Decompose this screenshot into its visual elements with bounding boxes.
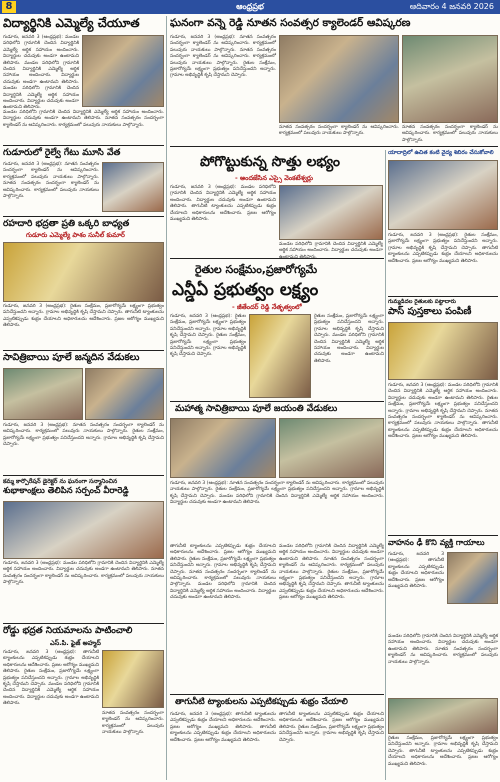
photo-wealth-handover xyxy=(279,185,383,240)
photo-savitri-event-2 xyxy=(85,368,164,420)
column-divider-left xyxy=(166,16,167,780)
photo-jayanti-1 xyxy=(170,418,276,478)
headline-right-sunday: వాహనం ఢీ కొని వ్యక్తి గాయాలు xyxy=(388,538,485,547)
headline-center-bottom: తాగునీటి ట్యాంకులను ఎప్పటికప్పుడు శుభ్రం చేయాలి xyxy=(175,697,348,707)
photo-jayanti-2 xyxy=(279,418,384,478)
photo-railway-gate xyxy=(102,162,164,212)
article-left-top-body: గుడూరు, జనవరి 3 (ఆంధ్రప్రభ): మండల పరిధిలోని గ్రామానికి చెందిన విద్యార్థినికి ఎమ్మెల్యే ఆర్థిక సహాయం అందించారు. విద్యార్థుల చదువుకు అండగా ఉంటామని తెలిపారు. మండల పరిధిలోని గ్రామానికి చెందిన విద్యార్థినికి ఎమ్మెల్యే ఆర్థిక సహాయం అందించారు. విద్యార్థుల చదువుకు అండగా ఉంటామని తెలిపారు. మండల పరిధిలోని గ్రామానికి చెందిన విద్యార్థినికి ఎమ్మెల్యే ఆర్థిక సహాయం అందించారు. విద్యార్థుల చదువుకు అండగా ఉంటామని తెలిపారు. xyxy=(3,35,79,111)
byline-main: - జీతేందర్ రెడ్డి నేతృత్వంలో xyxy=(232,303,302,311)
article-eye-camp-body: గుడూరు, జనవరి 3 (ఆంధ్రప్రభ): రైతుల సంక్షేమం, ప్రజారోగ్యమే లక్ష్యంగా ప్రభుత్వం పనిచేస్తుందని అన్నారు. గ్రామాల అభివృద్ధికి కృషి చేస్తామని చెప్పారు. తాగునీటి ట్యాంకులను ఎప్పటికప్పుడు శుభ్రం చేయాలని అధికారులను ఆదేశించారు. ప్రజల ఆరోగ్యం ముఖ్యమని తెలిపారు. xyxy=(388,233,498,264)
article-road-body: గుడూరు, జనవరి 3 (ఆంధ్రప్రభ): రైతుల సంక్షేమం, ప్రజారోగ్యమే లక్ష్యంగా ప్రభుత్వం పనిచేస్తుందని అన్నారు. గ్రామాల అభివృద్ధికి కృషి చేస్తామని చెప్పారు. తాగునీటి ట్యాంకులను ఎప్పటికప్పుడు శుభ్రం చేయాలని అధికారులను ఆదేశించారు. ప్రజల ఆరోగ్యం ముఖ్యమని తెలిపారు. xyxy=(3,304,164,329)
divider xyxy=(3,216,164,217)
article-water-body-1: గుడూరు, జనవరి 3 (ఆంధ్రప్రభ): తాగునీటి ట్యాంకులను ఎప్పటికప్పుడు శుభ్రం చేయాలని అధికారులను ఆదేశించారు. ప్రజల ఆరోగ్యం ముఖ్యమని తెలిపారు. తాగునీటి ట్యాంకులను ఎప్పటికప్పుడు శుభ్రం చేయాలని అధికారులను ఆదేశించారు. ప్రజల ఆరోగ్యం ముఖ్యమని తెలిపారు. xyxy=(170,712,276,743)
article-accident-body-2: మండల పరిధిలోని గ్రామానికి చెందిన విద్యార్థినికి ఎమ్మెల్యే ఆర్థిక సహాయం అందించారు. విద్యార్థుల చదువుకు అండగా ఉంటామని తెలిపారు. నూతన సంవత్సరం సందర్భంగా క్యాలెండర్ ను ఆవిష్కరించారు. కార్యక్రమంలో పలువురు నాయకులు పాల్గొన్నారు. xyxy=(388,634,498,665)
photo-calendar-launch-1 xyxy=(279,35,399,123)
byline-rules: ఎస్.పి. ఫైజ్ అహ్మద్ xyxy=(50,639,101,647)
photo-eye-camp xyxy=(388,160,498,230)
article-accident-body-1: గుడూరు, జనవరి 3 (ఆంధ్రప్రభ): తాగునీటి ట్యాంకులను ఎప్పటికప్పుడు శుభ్రం చేయాలని అధికారులను ఆదేశించారు. ప్రజల ఆరోగ్యం ముఖ్యమని తెలిపారు. xyxy=(388,552,444,590)
photo-calendar-launch-2 xyxy=(402,35,498,123)
article-bottom-right-body: రైతుల సంక్షేమం, ప్రజారోగ్యమే లక్ష్యంగా ప్రభుత్వం పనిచేస్తుందని అన్నారు. గ్రామాల అభివృద్ధికి కృషి చేస్తామని చెప్పారు. తాగునీటి ట్యాంకులను ఎప్పటికప్పుడు శుభ్రం చేయాలని అధికారులను ఆదేశించారు. ప్రజల ఆరోగ్యం ముఖ్యమని తెలిపారు. xyxy=(388,736,498,767)
headline-center-main-1: రైతుల సంక్షేమం,ప్రజారోగ్యమే xyxy=(195,263,318,276)
date-line: ఆదివారం 4 జనవరి 2026 xyxy=(409,2,494,11)
photo-student-aid xyxy=(82,35,164,107)
article-water-body-2: తాగునీటి ట్యాంకులను ఎప్పటికప్పుడు శుభ్రం చేయాలని అధికారులను ఆదేశించారు. ప్రజల ఆరోగ్యం ముఖ్యమని తెలిపారు. రైతుల సంక్షేమం, ప్రజారోగ్యమే లక్ష్యంగా ప్రభుత్వం పనిచేస్తుందని అన్నారు. గ్రామాల అభివృద్ధికి కృషి చేస్తామని చెప్పారు. xyxy=(279,712,384,743)
headline-center-top: ఘనంగా వన్నె రెడ్డి నూతన సంవత్సర క్యాలెండర్ ఆవిష్కరణ xyxy=(170,17,411,29)
headline-left-greetings: శుభాకాంక్షలు తెలిపిన సర్పంచ్ వీరారెడ్డి xyxy=(3,486,129,496)
headline-left-savitri: సావిత్రిబాయి పూలే జన్మదిన వేడుకలు xyxy=(3,352,140,363)
article-main-body-2: రైతుల సంక్షేమం, ప్రజారోగ్యమే లక్ష్యంగా ప్రభుత్వం పనిచేస్తుందని అన్నారు. గ్రామాల అభివృద్ధికి కృషి చేస్తామని చెప్పారు. మండల పరిధిలోని గ్రామానికి చెందిన విద్యార్థినికి ఎమ్మెల్యే ఆర్థిక సహాయం అందించారు. విద్యార్థుల చదువుకు అండగా ఉంటామని తెలిపారు. xyxy=(314,314,384,364)
headline-right-books-kicker: గుమ్మడిదల రైతులకు పట్టాదారు xyxy=(388,299,456,305)
headline-left-rules: రోడ్డు భద్రత నియమాలను పాటించాలి xyxy=(3,626,133,636)
article-center-lower-2: మండల పరిధిలోని గ్రామానికి చెందిన విద్యార్థినికి ఎమ్మెల్యే ఆర్థిక సహాయం అందించారు. విద్యార్థుల చదువుకు అండగా ఉంటామని తెలిపారు. నూతన సంవత్సరం సందర్భంగా క్యాలెండర్ ను ఆవిష్కరించారు. కార్యక్రమంలో పలువురు నాయకులు పాల్గొన్నారు. రైతుల సంక్షేమం, ప్రజారోగ్యమే లక్ష్యంగా ప్రభుత్వం పనిచేస్తుందని అన్నారు. గ్రామాల అభివృద్ధికి కృషి చేస్తామని చెప్పారు. తాగునీటి ట్యాంకులను ఎప్పటికప్పుడు శుభ్రం చేయాలని అధికారులను ఆదేశించారు. ప్రజల ఆరోగ్యం ముఖ్యమని తెలిపారు. xyxy=(279,544,384,601)
headline-right-books: పాస్ పుస్తకాలు పంపిణీ xyxy=(388,306,472,317)
headline-left-top: విద్యార్థినికి ఎమ్మెల్యే చేయూత xyxy=(3,16,140,30)
photo-accident xyxy=(447,552,498,604)
article-greetings-body: గుడూరు, జనవరి 3 (ఆంధ్రప్రభ): మండల పరిధిలోని గ్రామానికి చెందిన విద్యార్థినికి ఎమ్మెల్యే ఆర్థిక సహాయం అందించారు. విద్యార్థుల చదువుకు అండగా ఉంటామని తెలిపారు. నూతన సంవత్సరం సందర్భంగా క్యాలెండర్ ను ఆవిష్కరించారు. కార్యక్రమంలో పలువురు నాయకులు పాల్గొన్నారు. xyxy=(3,561,164,586)
photo-bottom-right xyxy=(388,698,498,734)
divider xyxy=(388,296,498,297)
headline-center-main-2: ఎన్డీఏ ప్రభుత్వం లక్ష్యం xyxy=(172,280,319,300)
photo-caption-calendar-2: నూతన సంవత్సరం సందర్భంగా క్యాలెండర్ ను ఆవిష్కరించారు. కార్యక్రమంలో పలువురు నాయకులు పాల్గొన్నారు. xyxy=(402,125,498,143)
article-main-body-1: గుడూరు, జనవరి 3 (ఆంధ్రప్రభ): రైతుల సంక్షేమం, ప్రజారోగ్యమే లక్ష్యంగా ప్రభుత్వం పనిచేస్తుందని అన్నారు. గ్రామాల అభివృద్ధికి కృషి చేస్తామని చెప్పారు. రైతుల సంక్షేమం, ప్రజారోగ్యమే లక్ష్యంగా ప్రభుత్వం పనిచేస్తుందని అన్నారు. గ్రామాల అభివృద్ధికి కృషి చేస్తామని చెప్పారు. xyxy=(170,314,246,358)
divider xyxy=(170,258,384,259)
article-passbooks-body: గుడూరు, జనవరి 3 (ఆంధ్రప్రభ): మండల పరిధిలోని గ్రామానికి చెందిన విద్యార్థినికి ఎమ్మెల్యే ఆర్థిక సహాయం అందించారు. విద్యార్థుల చదువుకు అండగా ఉంటామని తెలిపారు. రైతుల సంక్షేమం, ప్రజారోగ్యమే లక్ష్యంగా ప్రభుత్వం పనిచేస్తుందని అన్నారు. గ్రామాల అభివృద్ధికి కృషి చేస్తామని చెప్పారు. నూతన సంవత్సరం సందర్భంగా క్యాలెండర్ ను ఆవిష్కరించారు. కార్యక్రమంలో పలువురు నాయకులు పాల్గొన్నారు. తాగునీటి ట్యాంకులను ఎప్పటికప్పుడు శుభ్రం చేయాలని అధికారులను ఆదేశించారు. ప్రజల ఆరోగ్యం ముఖ్యమని తెలిపారు. xyxy=(388,383,499,440)
divider xyxy=(3,475,164,476)
article-jayanti-body: గుడూరు, జనవరి 3 (ఆంధ్రప్రభ): నూతన సంవత్సరం సందర్భంగా క్యాలెండర్ ను ఆవిష్కరించారు. కార్యక్రమంలో పలువురు నాయకులు పాల్గొన్నారు. రైతుల సంక్షేమం, ప్రజారోగ్యమే లక్ష్యంగా ప్రభుత్వం పనిచేస్తుందని అన్నారు. గ్రామాల అభివృద్ధికి కృషి చేస్తామని చెప్పారు. మండల పరిధిలోని గ్రామానికి చెందిన విద్యార్థినికి ఎమ్మెల్యే ఆర్థిక సహాయం అందించారు. విద్యార్థుల చదువుకు అండగా ఉంటామని తెలిపారు. xyxy=(170,481,385,506)
photo-savitri-event-1 xyxy=(3,368,83,420)
article-savitri-body: గుడూరు, జనవరి 3 (ఆంధ్రప్రభ): నూతన సంవత్సరం సందర్భంగా క్యాలెండర్ ను ఆవిష్కరించారు. కార్యక్రమంలో పలువురు నాయకులు పాల్గొన్నారు. రైతుల సంక్షేమం, ప్రజారోగ్యమే లక్ష్యంగా ప్రభుత్వం పనిచేస్తుందని అన్నారు. గ్రామాల అభివృద్ధికి కృషి చేస్తామని చెప్పారు. xyxy=(3,423,164,448)
photo-caption-wealth: మండల పరిధిలోని గ్రామానికి చెందిన విద్యార్థినికి ఎమ్మెల్యే ఆర్థిక సహాయం అందించారు. విద్యార్థుల చదువుకు అండగా xyxy=(279,242,383,254)
photo-caption-calendar: నూతన సంవత్సరం సందర్భంగా క్యాలెండర్ ను ఆవిష్కరించారు. కార్యక్రమంలో పలువురు నాయకులు పాల్గొన్నారు. xyxy=(279,125,399,137)
caption-right-top: యాదాద్రిలో ఉచిత కంటి వైద్య శిబిరం చేసుకోవాలి xyxy=(388,150,494,156)
photo-road-safety xyxy=(3,242,164,302)
article-center-lower-1: తాగునీటి ట్యాంకులను ఎప్పటికప్పుడు శుభ్రం చేయాలని అధికారులను ఆదేశించారు. ప్రజల ఆరోగ్యం ముఖ్యమని తెలిపారు. రైతుల సంక్షేమం, ప్రజారోగ్యమే లక్ష్యంగా ప్రభుత్వం పనిచేస్తుందని అన్నారు. గ్రామాల అభివృద్ధికి కృషి చేస్తామని చెప్పారు. నూతన సంవత్సరం సందర్భంగా క్యాలెండర్ ను ఆవిష్కరించారు. కార్యక్రమంలో పలువురు నాయకులు పాల్గొన్నారు. మండల పరిధిలోని గ్రామానికి చెందిన విద్యార్థినికి ఎమ్మెల్యే ఆర్థిక సహాయం అందించారు. విద్యార్థుల చదువుకు అండగా ఉంటామని తెలిపారు. xyxy=(170,544,276,601)
masthead-bar xyxy=(0,0,500,14)
headline-left-railway: గుడూరులో రైల్వే గేటు మూసి వేత xyxy=(3,148,121,158)
article-wealth-body: గుడూరు, జనవరి 3 (ఆంధ్రప్రభ): మండల పరిధిలోని గ్రామానికి చెందిన విద్యార్థినికి ఎమ్మెల్యే ఆర్థిక సహాయం అందించారు. విద్యార్థుల చదువుకు అండగా ఉంటామని తెలిపారు. తాగునీటి ట్యాంకులను ఎప్పటికప్పుడు శుభ్రం చేయాలని అధికారులను ఆదేశించారు. ప్రజల ఆరోగ్యం ముఖ్యమని తెలిపారు. xyxy=(170,185,276,223)
byline-wealth: - అందజేసిన ఎస్సై వెంకటేశ్వర్లు xyxy=(235,174,314,182)
column-divider-right xyxy=(385,150,386,780)
divider xyxy=(3,623,164,624)
page-number: 8 xyxy=(2,1,16,13)
divider xyxy=(3,145,164,146)
headline-center-jayanti: మహాత్మ సావిత్రిబాయి పూలే జయంతి వేడుకలు xyxy=(175,404,338,414)
byline-road: గుడూరు ఎమ్మెల్యే పాశం సునీల్ కుమార్ xyxy=(26,231,125,239)
article-calendar-body: గుడూరు, జనవరి 3 (ఆంధ్రప్రభ): నూతన సంవత్సరం సందర్భంగా క్యాలెండర్ ను ఆవిష్కరించారు. కార్యక్రమంలో పలువురు నాయకులు పాల్గొన్నారు. నూతన సంవత్సరం సందర్భంగా క్యాలెండర్ ను ఆవిష్కరించారు. కార్యక్రమంలో పలువురు నాయకులు పాల్గొన్నారు. రైతుల సంక్షేమం, ప్రజారోగ్యమే లక్ష్యంగా ప్రభుత్వం పనిచేస్తుందని అన్నారు. గ్రామాల అభివృద్ధికి కృషి చేస్తామని చెప్పారు. xyxy=(170,35,276,79)
divider xyxy=(388,535,498,536)
headline-left-greetings-kicker: కమ్మ కార్పొరేషన్ డైరెక్టర్ ను ఘనంగా సన్మానించిన xyxy=(3,478,118,485)
article-rules-body: గుడూరు, జనవరి 3 (ఆంధ్రప్రభ): తాగునీటి ట్యాంకులను ఎప్పటికప్పుడు శుభ్రం చేయాలని అధికారులను ఆదేశించారు. ప్రజల ఆరోగ్యం ముఖ్యమని తెలిపారు. రైతుల సంక్షేమం, ప్రజారోగ్యమే లక్ష్యంగా ప్రభుత్వం పనిచేస్తుందని అన్నారు. గ్రామాల అభివృద్ధికి కృషి చేస్తామని చెప్పారు. మండల పరిధిలోని గ్రామానికి చెందిన విద్యార్థినికి ఎమ్మెల్యే ఆర్థిక సహాయం అందించారు. విద్యార్థుల చదువుకు అండగా ఉంటామని తెలిపారు. xyxy=(3,650,100,707)
photo-main-speaker xyxy=(249,314,311,398)
divider xyxy=(170,694,384,695)
divider xyxy=(170,401,384,402)
photo-passbooks xyxy=(388,322,498,380)
article-railway-body: గుడూరు, జనవరి 3 (ఆంధ్రప్రభ): నూతన సంవత్సరం సందర్భంగా క్యాలెండర్ ను ఆవిష్కరించారు. కార్యక్రమంలో పలువురు నాయకులు పాల్గొన్నారు. నూతన సంవత్సరం సందర్భంగా క్యాలెండర్ ను ఆవిష్కరించారు. కార్యక్రమంలో పలువురు నాయకులు పాల్గొన్నారు. xyxy=(3,162,99,200)
paper-name: ఆంధ్రప్రభ xyxy=(236,2,264,11)
article-left-top-body-2: మండల పరిధిలోని గ్రామానికి చెందిన విద్యార్థినికి ఎమ్మెల్యే ఆర్థిక సహాయం అందించారు. విద్యార్థుల చదువుకు అండగా ఉంటామని తెలిపారు. నూతన సంవత్సరం సందర్భంగా క్యాలెండర్ ను ఆవిష్కరించారు. కార్యక్రమంలో పలువురు నాయకులు పాల్గొన్నారు. xyxy=(3,110,164,128)
headline-center-wealth: పోగొట్టుకున్న సొత్తు లభ్యం xyxy=(200,154,340,170)
photo-greetings xyxy=(3,501,164,559)
divider xyxy=(170,146,498,147)
photo-rules-vehicle xyxy=(102,650,164,708)
divider xyxy=(3,350,164,351)
headline-left-road: రహదారి భద్రతా ప్రతి ఒక్కరి బాధ్యత xyxy=(3,219,130,229)
article-rules-body-2: నూతన సంవత్సరం సందర్భంగా క్యాలెండర్ ను ఆవిష్కరించారు. కార్యక్రమంలో పలువురు నాయకులు పాల్గొన్నారు. xyxy=(102,711,164,736)
